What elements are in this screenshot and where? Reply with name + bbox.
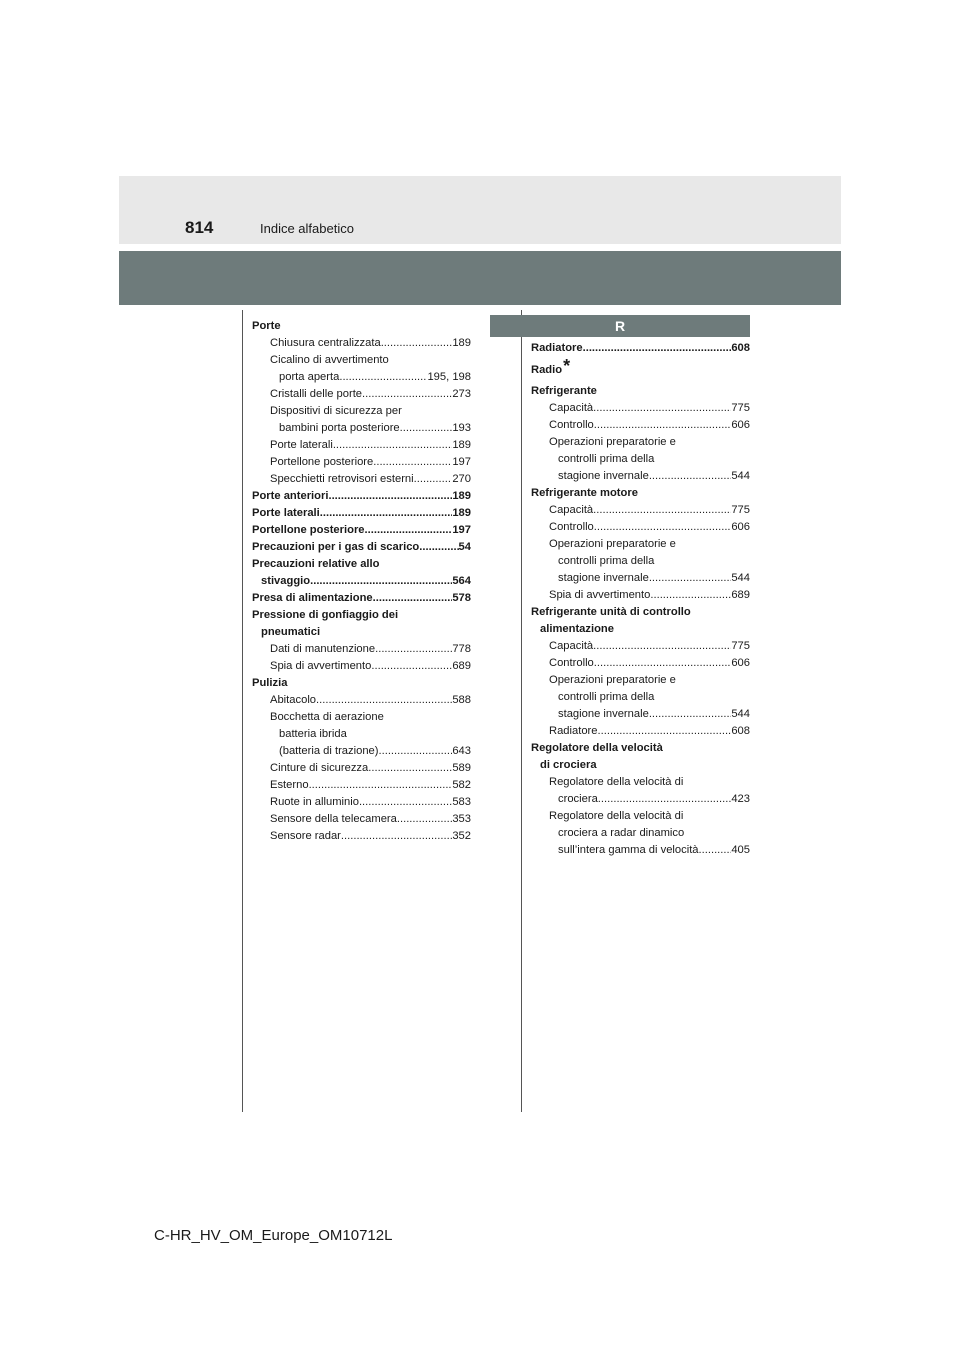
index-entry-text: Dispositivi di sicurezza per <box>270 405 402 417</box>
index-entry-page: 405 <box>731 844 750 856</box>
index-entry-page: 588 <box>452 694 471 706</box>
index-entry <box>531 357 750 383</box>
index-entry <box>252 573 471 590</box>
index-entry-text: Refrigerante unità di controllo <box>531 606 691 618</box>
index-entry-page: 775 <box>731 402 750 414</box>
dot-leader <box>373 590 453 607</box>
index-entry <box>252 794 471 811</box>
index-entry <box>531 400 750 417</box>
index-entry-text: Sensore della telecamera <box>270 813 397 825</box>
index-entry-text: Regolatore della velocità di <box>549 810 684 822</box>
dot-leader <box>375 641 452 658</box>
dot-leader <box>379 743 453 760</box>
dot-leader <box>309 777 453 794</box>
index-entry <box>252 505 471 522</box>
dot-leader <box>371 658 452 675</box>
index-entry-text: alimentazione <box>540 623 614 635</box>
dot-leader <box>649 468 732 485</box>
index-entry-text: Porte laterali <box>270 439 333 451</box>
index-entry <box>252 420 471 437</box>
letter-tab-r: R <box>490 315 750 337</box>
index-entry-page: 608 <box>731 725 750 737</box>
index-entry <box>252 811 471 828</box>
index-entry <box>531 485 750 502</box>
document-code-footer: C-HR_HV_OM_Europe_OM10712L <box>154 1227 393 1244</box>
index-entry-text: Refrigerante <box>531 385 597 397</box>
index-entry-page: 583 <box>452 796 471 808</box>
index-entry <box>531 553 750 570</box>
index-entry <box>531 655 750 672</box>
index-entry <box>252 386 471 403</box>
index-entry <box>252 828 471 845</box>
index-entry-page: 270 <box>452 473 471 485</box>
index-entry-text: Capacità <box>549 504 594 516</box>
header-band <box>119 176 841 244</box>
index-entry-text: Radio <box>531 364 563 376</box>
index-entry <box>531 791 750 808</box>
dot-leader <box>594 655 732 672</box>
index-entry <box>531 740 750 757</box>
index-entry-text: porta aperta <box>279 371 340 383</box>
index-entry-text: Controllo <box>549 419 594 431</box>
dot-leader <box>365 522 453 539</box>
index-entry <box>252 335 471 352</box>
index-entry-page: 778 <box>452 643 471 655</box>
index-entry-page: 606 <box>731 419 750 431</box>
index-entry-text: Controllo <box>549 657 594 669</box>
dot-leader <box>359 794 452 811</box>
index-entry <box>252 760 471 777</box>
index-entry-text: stivaggio <box>261 575 311 587</box>
index-entry <box>252 488 471 505</box>
page-number: 814 <box>185 218 214 237</box>
dot-leader <box>362 386 452 403</box>
index-entry-text: sull’intera gamma di velocità <box>558 844 699 856</box>
index-entry-page: 197 <box>452 456 471 468</box>
index-entry <box>531 417 750 434</box>
index-entry <box>252 556 471 573</box>
index-entry-text: batteria ibrida <box>279 728 347 740</box>
asterisk-mark: * <box>563 356 571 376</box>
dot-leader <box>593 638 731 655</box>
index-entry <box>252 726 471 743</box>
index-entry-text: stagione invernale <box>558 470 649 482</box>
index-entry-text: Radiatore <box>531 342 583 354</box>
index-entry-text: Dati di manutenzione <box>270 643 376 655</box>
index-entry-text: Controllo <box>549 521 594 533</box>
index-entry-page: 423 <box>731 793 750 805</box>
index-entry <box>252 471 471 488</box>
index-entry <box>252 352 471 369</box>
dot-leader <box>593 502 731 519</box>
index-entry-text: Spia di avvertimento <box>270 660 372 672</box>
index-entry <box>252 607 471 624</box>
dot-leader <box>593 400 731 417</box>
dot-leader <box>381 335 453 352</box>
index-entry-text: Precauzioni per i gas di scarico <box>252 541 420 553</box>
index-entry <box>531 842 750 859</box>
index-entry <box>252 522 471 539</box>
index-entry-page: 189 <box>452 490 471 502</box>
index-entry-text: Regolatore della velocità <box>531 742 663 754</box>
index-entry-text: Portellone posteriore <box>270 456 374 468</box>
dot-leader <box>594 417 732 434</box>
index-entry-page: 544 <box>731 708 750 720</box>
index-entry-page: 353 <box>452 813 471 825</box>
index-entry <box>531 451 750 468</box>
index-column-left <box>252 318 471 845</box>
index-entry <box>252 743 471 760</box>
index-entry <box>531 638 750 655</box>
index-entry-text: Sensore radar <box>270 830 341 842</box>
index-entry-page: 195, 198 <box>427 371 471 383</box>
index-entry <box>531 434 750 451</box>
dot-leader <box>316 692 452 709</box>
dot-leader <box>583 340 732 357</box>
dot-leader <box>341 828 452 845</box>
section-title: Indice alfabetico <box>260 221 354 236</box>
dot-leader <box>310 573 452 590</box>
index-entry-text: stagione invernale <box>558 572 649 584</box>
index-entry <box>531 825 750 842</box>
index-entry <box>252 675 471 692</box>
index-column-right <box>531 340 750 859</box>
index-entry-text: pneumatici <box>261 626 321 638</box>
index-entry <box>531 689 750 706</box>
index-entry <box>531 808 750 825</box>
index-entry-text: (batteria di trazione) <box>279 745 379 757</box>
index-entry-text: stagione invernale <box>558 708 649 720</box>
dot-leader <box>649 706 732 723</box>
index-entry <box>531 468 750 485</box>
index-entry <box>252 369 471 386</box>
index-entry-text: Operazioni preparatorie e <box>549 436 676 448</box>
index-entry <box>531 774 750 791</box>
index-entry-page: 775 <box>731 640 750 652</box>
index-entry-text: Bocchetta di aerazione <box>270 711 384 723</box>
index-entry <box>252 590 471 607</box>
index-entry-page: 197 <box>452 524 471 536</box>
dot-leader <box>598 723 732 740</box>
index-entry-text: controlli prima della <box>558 555 655 567</box>
index-entry <box>531 536 750 553</box>
index-entry-page: 54 <box>458 541 471 553</box>
dot-leader <box>320 505 453 522</box>
index-entry-page: 189 <box>452 507 471 519</box>
index-entry <box>531 570 750 587</box>
index-entry <box>531 604 750 621</box>
dot-leader <box>649 570 732 587</box>
index-entry <box>531 723 750 740</box>
index-entry <box>531 383 750 400</box>
index-entry <box>252 624 471 641</box>
index-entry-text: controlli prima della <box>558 453 655 465</box>
index-entry-text: Spia di avvertimento <box>549 589 651 601</box>
index-entry <box>252 403 471 420</box>
index-entry <box>531 706 750 723</box>
index-entry-text: Pulizia <box>252 677 288 689</box>
index-entry-page: 352 <box>452 830 471 842</box>
dot-leader <box>594 519 732 536</box>
index-entry-text: Capacità <box>549 402 594 414</box>
index-entry-text: Porte anteriori <box>252 490 329 502</box>
index-entry <box>252 641 471 658</box>
index-entry-text: Capacità <box>549 640 594 652</box>
index-entry-page: 689 <box>452 660 471 672</box>
index-entry-text: Operazioni preparatorie e <box>549 674 676 686</box>
index-entry <box>252 709 471 726</box>
index-entry-text: Ruote in alluminio <box>270 796 359 808</box>
index-entry-text: Abitacolo <box>270 694 317 706</box>
index-entry-text: Esterno <box>270 779 309 791</box>
index-entry-page: 193 <box>452 422 471 434</box>
index-entry <box>252 658 471 675</box>
index-entry-text: Porte <box>252 320 281 332</box>
dot-leader <box>699 842 732 859</box>
index-entry-page: 578 <box>452 592 471 604</box>
dot-leader <box>650 587 731 604</box>
index-entry <box>531 621 750 638</box>
index-entry <box>531 519 750 536</box>
index-entry-text: Specchietti retrovisori esterni <box>270 473 414 485</box>
index-entry-text: Cristalli delle porte <box>270 388 363 400</box>
dot-leader <box>328 488 452 505</box>
header-dark-band <box>119 251 841 305</box>
index-entry-page: 273 <box>452 388 471 400</box>
index-entry <box>531 502 750 519</box>
dot-leader <box>333 437 453 454</box>
dot-leader <box>373 454 452 471</box>
index-entry-page: 544 <box>731 470 750 482</box>
index-entry-text: Regolatore della velocità di <box>549 776 684 788</box>
index-entry-page: 189 <box>452 337 471 349</box>
index-entry-page: 608 <box>731 342 750 354</box>
index-entry-page: 564 <box>452 575 471 587</box>
index-entry-page: 189 <box>452 439 471 451</box>
index-entry <box>252 692 471 709</box>
index-entry <box>252 437 471 454</box>
index-entry-text: bambini porta posteriore <box>279 422 400 434</box>
dot-leader <box>368 760 452 777</box>
index-entry-page: 589 <box>452 762 471 774</box>
index-entry-text: Chiusura centralizzata <box>270 337 381 349</box>
dot-leader <box>419 539 458 556</box>
index-entry <box>252 454 471 471</box>
left-column-rule <box>242 310 243 1112</box>
index-entry-text: Porte laterali <box>252 507 320 519</box>
dot-leader <box>598 791 732 808</box>
index-entry-page: 582 <box>452 779 471 791</box>
index-entry-page: 606 <box>731 657 750 669</box>
index-entry <box>531 757 750 774</box>
index-entry-text: Presa di alimentazione <box>252 592 373 604</box>
dot-leader <box>400 420 453 437</box>
index-entry-text: crociera a radar dinamico <box>558 827 685 839</box>
index-entry-page: 643 <box>452 745 471 757</box>
middle-column-rule <box>521 310 522 1112</box>
index-entry-text: Pressione di gonfiaggio dei <box>252 609 399 621</box>
index-entry-page: 606 <box>731 521 750 533</box>
index-entry-page: 775 <box>731 504 750 516</box>
dot-leader <box>397 811 452 828</box>
index-entry-text: Radiatore <box>549 725 598 737</box>
index-entry-text: Operazioni preparatorie e <box>549 538 676 550</box>
index-entry <box>252 539 471 556</box>
index-entry <box>531 587 750 604</box>
index-entry-text: Portellone posteriore <box>252 524 365 536</box>
index-entry-text: crociera <box>558 793 598 805</box>
index-entry-page: 689 <box>731 589 750 601</box>
index-entry-page: 544 <box>731 572 750 584</box>
index-entry-text: controlli prima della <box>558 691 655 703</box>
index-entry-text: Cinture di sicurezza <box>270 762 369 774</box>
dot-leader <box>339 369 427 386</box>
index-entry <box>531 672 750 689</box>
index-entry-text: Refrigerante motore <box>531 487 638 499</box>
index-entry-text: Cicalino di avvertimento <box>270 354 389 366</box>
index-entry <box>252 777 471 794</box>
index-entry <box>252 318 471 335</box>
index-entry-text: di crociera <box>540 759 597 771</box>
dot-leader <box>414 471 453 488</box>
index-entry-text: Precauzioni relative allo <box>252 558 380 570</box>
